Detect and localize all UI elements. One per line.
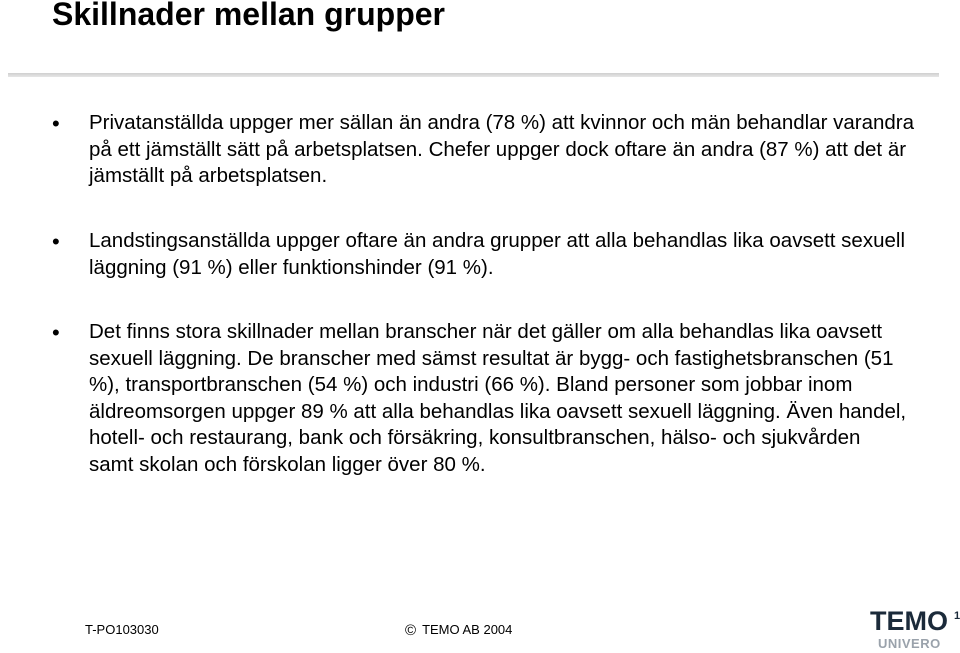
copyright-icon: © (405, 622, 417, 639)
temo-logo (868, 606, 959, 653)
title-divider (8, 73, 939, 77)
bullet-text: Det finns stora skillnader mellan branscher när det gäller om alla behandlas lika oavsett sexuell läggning. De branscher med sämst resultat är bygg- och fastighetsbranschen (51 %), transportbranschen (54 %) och industri (66 %). Bland personer som jobbar inom äldreomsorgen uppger 89 % att alla behandlas lika oavsett sexuell läggning. Även handel, hotell- och restaurang, bank och försäkring, konsultbranschen, hälso- och sjukvården samt skolan och förskolan ligger över 80 %. (89, 320, 907, 476)
bullet-text: Landstingsanställda uppger oftare än andra grupper att alla behandlas lika oavsett sexuell läggning (91 %) eller funktionshinder (91 %). (89, 229, 905, 279)
copyright-notice (405, 622, 512, 639)
copyright-text: TEMO AB 2004 (422, 622, 513, 637)
document-code: T-PO103030 (85, 622, 159, 637)
slide-title: Skillnader mellan grupper (52, 0, 445, 32)
logo-text: TEMO (870, 606, 948, 636)
logo-subtext: UNIVERO (878, 636, 941, 651)
logo-mark: 1 (954, 610, 960, 622)
bullet-marker: • (52, 320, 60, 345)
bullet-text: Privatanställda uppger mer sällan än andra (78 %) att kvinnor och män behandlar varandra på ett jämställt sätt på arbetsplatsen. Chefer uppger dock oftare än andra (87 %) att det är jämställt på arbetsplatsen. (89, 111, 915, 187)
bullet-marker: • (52, 111, 60, 136)
bullet-marker: • (52, 229, 60, 254)
